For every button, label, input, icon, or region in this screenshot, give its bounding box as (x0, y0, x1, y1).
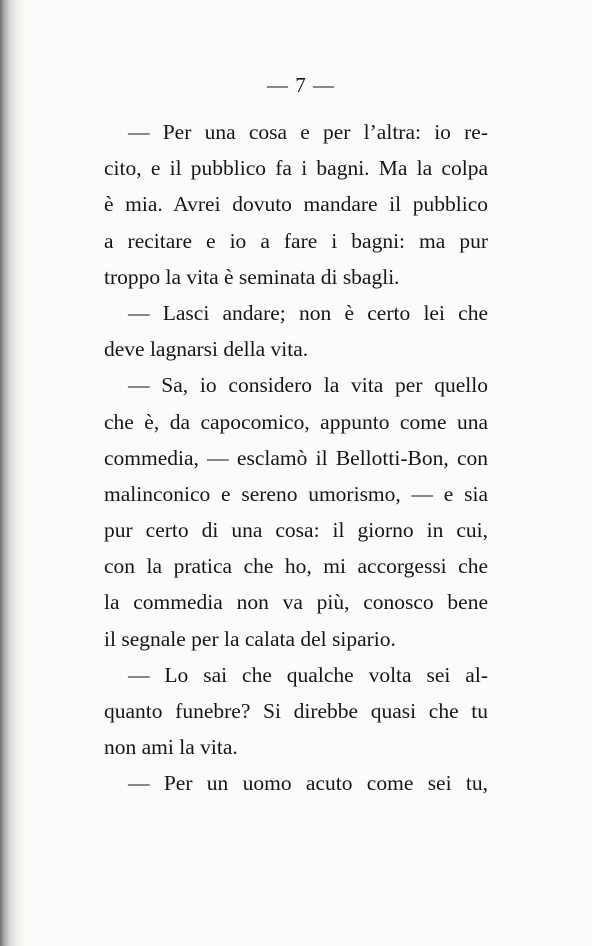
text-line: il segnale per la calata del sipario. (104, 626, 396, 651)
text-line: la commedia non va più, conosco bene (104, 590, 488, 615)
text-line: commedia, — esclamò il Bellotti-Bon, con (104, 445, 488, 470)
text-line: — Sa, io considero la vita per quello (128, 373, 488, 398)
text-line: troppo la vita è seminata di sbagli. (104, 264, 400, 289)
text-line: malinconico e sereno umorismo, — e sia (104, 481, 488, 506)
text-line: pur certo di una cosa: il giorno in cui, (104, 518, 488, 543)
paragraph (104, 114, 488, 295)
text-line: a recitare e io a fare i bagni: ma pur (104, 228, 488, 253)
text-line: — Per una cosa e per l’altra: io re- (128, 120, 488, 144)
paragraph (104, 657, 488, 766)
text-block (104, 114, 488, 802)
paragraph (104, 765, 488, 801)
text-line: è mia. Avrei dovuto mandare il pubblico (104, 192, 488, 217)
text-line: — Lasci andare; non è certo lei che (128, 300, 488, 325)
paragraph (104, 295, 488, 367)
text-line: deve lagnarsi della vita. (104, 337, 309, 362)
text-line: non ami la vita. (104, 735, 238, 760)
text-line: con la pratica che ho, mi accorgessi che (104, 554, 488, 579)
page-gutter-shadow (0, 0, 26, 946)
text-line: cito, e il pubblico fa i bagni. Ma la colpa (104, 156, 488, 181)
text-line: — Lo sai che qualche volta sei al- (128, 662, 488, 687)
text-line: che è, da capocomico, appunto come una (104, 409, 488, 434)
paragraph (104, 367, 488, 657)
page-number: — 7 — (267, 73, 335, 97)
text-line: quanto funebre? Si direbbe quasi che tu (104, 699, 488, 723)
text-line: — Per un uomo acuto come sei tu, (128, 771, 488, 796)
